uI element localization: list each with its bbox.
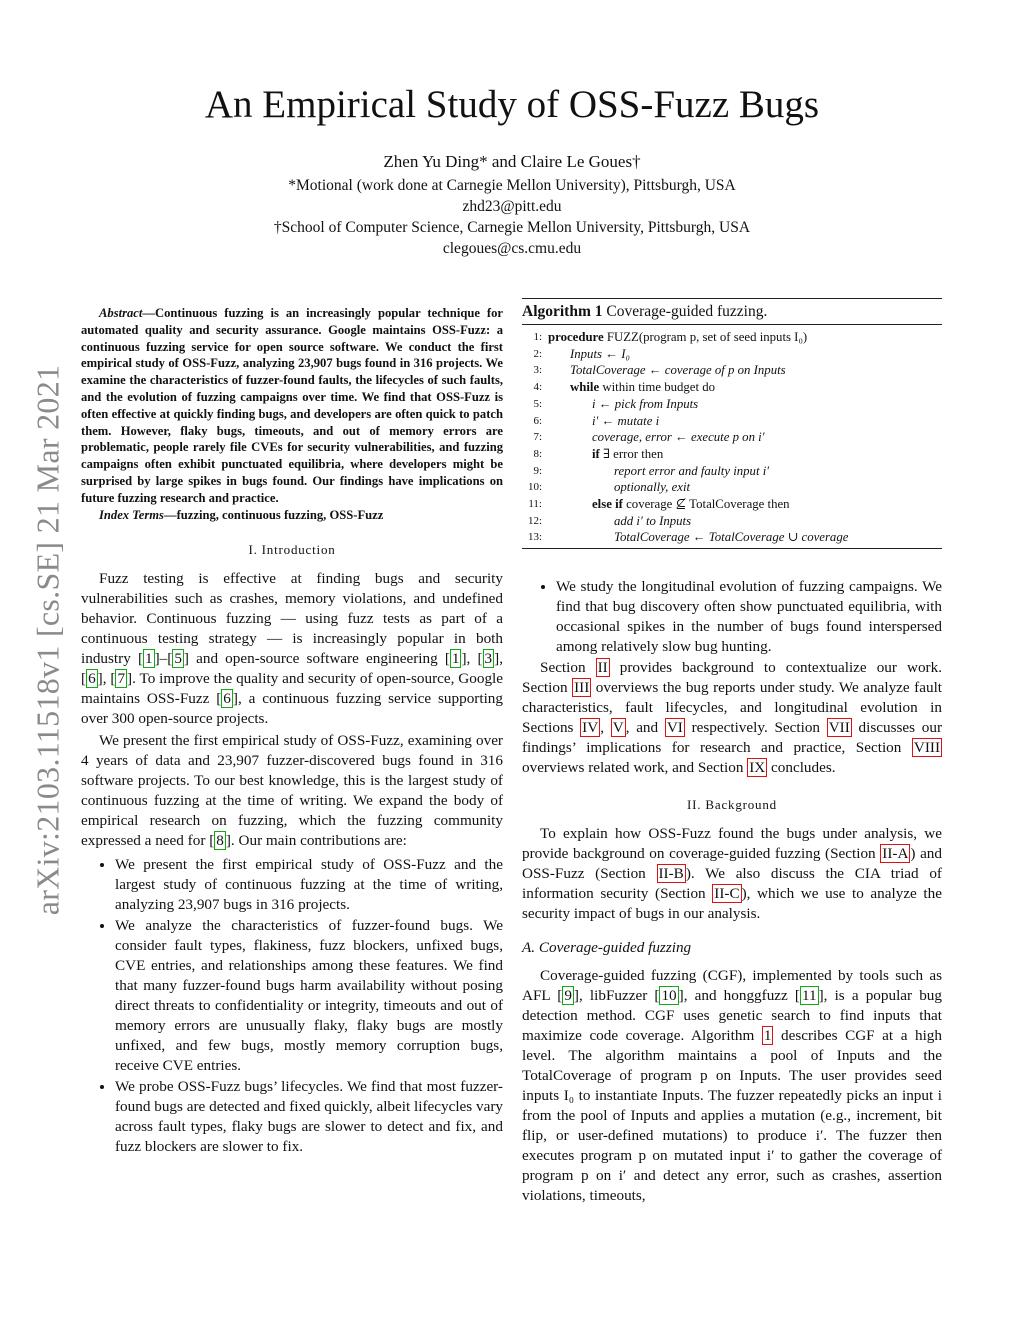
line-code	[548, 446, 942, 463]
section-heading-background: II. Background	[687, 797, 777, 813]
author-email-1: zhd23@pitt.edu	[462, 198, 562, 215]
line-number: 9:	[533, 464, 542, 477]
author-list: Zhen Yu Ding* and Claire Le Goues†	[383, 152, 641, 171]
statement: add i′ to Inputs	[614, 513, 692, 528]
list-item: • We present the first empirical study of OSS-Fuzz and the largest study of continuous fuzzing at the time of writing, analyzing 23,907 bugs in 316 projects.	[115, 855, 503, 915]
line-number: 6:	[533, 414, 542, 427]
algorithm-link[interactable]: 1	[763, 1027, 772, 1045]
algorithm-line	[522, 479, 942, 496]
contributions-list	[81, 855, 503, 1157]
line-number: 5:	[533, 397, 542, 410]
abstract-text: —Continuous fuzzing is an increasingly popular technique for automated quality and security assurance. Google maintains OSS-Fuzz: a continuous fuzzing service for open source software. We conduct the first empirical study of OSS-Fuzz, analyzing 23,907 bugs found in 316 projects. We examine the characteristics of fuzzer-found faults, the lifecycles of such faults, and the evolution of fuzzing campaigns over time. We find that OSS-Fuzz is often effective at quickly finding bugs, and developers are often quick to patch them. However, flaky bugs, timeouts, and out of memory errors are problematic, people rarely file CVEs for security vulnerabilities, and fuzzing campaigns often exhibit punctuated equilibria, where developers might be surprised by large spikes in bugs found. Our findings have implications on future fuzzing research and practice.	[81, 306, 503, 505]
section-link[interactable]: IX	[749, 759, 766, 777]
background-paragraph: To explain how OSS-Fuzz found the bugs under analysis, we provide background on coverage-guided fuzzing (Section II-A ) and OSS-Fuzz (Section II-B ). We also discuss the CIA triad of information security (Section II-C ), which we use to analyze the security impact of bugs in our analysis.	[522, 825, 942, 923]
list-item: • We analyze the characteristics of fuzzer-found bugs. We consider fault types, flakiness, fuzz blockers, unfixed bugs, CVE entries, and relationships among these features. We find that many fuzzer-found bugs harm availability without posing direct threats to confidentiality or integrity, timeouts and out of memory errors are unusually flaky, flaky bugs are mostly unfixed, and few bugs, mostly memory corruption bugs, receive CVE entries.	[115, 916, 503, 1076]
statement: coverage, error ← execute p on i′	[592, 430, 765, 445]
section-heading-introduction: I. Introduction	[248, 542, 336, 558]
statement: optionally, exit	[614, 480, 691, 495]
algorithm-line	[522, 529, 942, 546]
affiliation-cmu: †School of Computer Science, Carnegie Mellon University, Pittsburgh, USA	[273, 219, 751, 236]
section-link[interactable]: II-C	[714, 885, 740, 903]
keyword: procedure	[548, 330, 604, 344]
section-link[interactable]: II	[597, 659, 608, 677]
algorithm-line	[522, 513, 942, 530]
line-code	[548, 329, 942, 346]
statement: ∃ error then	[599, 446, 664, 461]
citation-link[interactable]: 9	[564, 987, 572, 1005]
keyword: if	[592, 446, 600, 461]
line-number: 12:	[527, 514, 542, 527]
line-number: 10:	[527, 481, 542, 494]
line-number: 4:	[533, 381, 542, 394]
statement: TotalCoverage ← coverage of p on Inputs	[570, 363, 786, 378]
subsection-heading-cgf: A. Coverage-guided fuzzing	[522, 939, 692, 957]
intro-paragraph-1: Fuzz testing is effective at finding bugs and security vulnerabilities such as crashes, memory violations, and undefined behavior. Continuous fuzzing — using fuzz tests as part of a continuous testing strategy — is increasingly popular in both industry [ 1 ]–[ 5 ] and open-source software engineering [ 1 ], [ 3 ], [ 6 ], [ 7 ]. To improve the quality and security of open-source, Google maintains OSS-Fuzz [ 6 ], a continuous fuzzing service supporting over 300 open-source projects.	[81, 570, 504, 728]
algorithm-box	[522, 298, 942, 549]
intro-paragraph-2: We present the first empirical study of OSS-Fuzz, examining over 4 years of data and 23,907 fuzzer-discovered bugs found in 316 software projects. To our best knowledge, this is the largest study of continuous fuzzing at the time of writing. We expand the body of empirical research on fuzzing, which the fuzzing community expressed a need for [ 8 ]. Our main contributions are:	[81, 732, 503, 850]
index-terms	[81, 507, 503, 524]
algorithm-line	[522, 413, 942, 430]
contributions-list-continued	[522, 577, 942, 657]
algorithm-body	[522, 325, 942, 548]
citation-link[interactable]: 10	[661, 987, 677, 1005]
citation-link[interactable]: 11	[801, 987, 817, 1005]
statement: Inputs ← I₀	[570, 346, 630, 361]
line-code	[548, 529, 942, 546]
arxiv-identifier: arXiv:2103.11518v1 [cs.SE] 21 Mar 2021	[29, 364, 66, 916]
statement: i ← pick from Inputs	[592, 396, 699, 411]
citation-link[interactable]: 8	[216, 832, 224, 850]
line-code	[548, 463, 942, 480]
algorithm-line	[522, 463, 942, 480]
line-code	[548, 362, 942, 379]
line-number: 2:	[533, 347, 542, 360]
author-email-2: clegoues@cs.cmu.edu	[442, 240, 582, 257]
line-code	[548, 513, 942, 530]
statement: i′ ← mutate i	[592, 413, 660, 428]
line-number: 3:	[533, 364, 542, 377]
algorithm-line	[522, 379, 942, 396]
line-number: 13:	[527, 531, 542, 544]
arxiv-sidebar	[28, 330, 68, 950]
left-column	[81, 305, 503, 1158]
section-link[interactable]: VIII	[913, 739, 940, 757]
line-code	[548, 379, 942, 396]
abstract	[81, 305, 503, 507]
algorithm-line	[522, 496, 942, 513]
line-number: 1:	[533, 331, 542, 343]
statement: TotalCoverage ← TotalCoverage ∪ coverage	[614, 530, 849, 545]
line-number: 7:	[533, 431, 542, 444]
roadmap-paragraph: Section II provides background to contextualize our work. Section III overviews the bug reports under study. We analyze fault characteristics, fault lifecycles, and longitudinal evolution in Sections IV , V , and VI respectively. Section VII discusses our findings’ implications for research and practice, Section VIII overviews related work, and Section IX concludes.	[522, 659, 943, 777]
statement: report error and faulty input i′	[614, 463, 770, 478]
paper-title: An Empirical Study of OSS-Fuzz Bugs	[204, 83, 820, 126]
algorithm-line	[522, 362, 942, 379]
algorithm-line	[522, 396, 942, 413]
statement: coverage ⊈ TotalCoverage then	[622, 497, 790, 512]
statement: within time budget do	[599, 380, 716, 395]
statement: FUZZ(program p, set of seed inputs I₀)	[603, 330, 808, 344]
section-link[interactable]: V	[612, 719, 624, 737]
section-link[interactable]: II-A	[882, 845, 909, 863]
line-code	[548, 479, 942, 496]
line-number: 11:	[528, 498, 542, 511]
right-column	[522, 298, 942, 1208]
citation-link[interactable]: 6	[88, 670, 96, 688]
abstract-label: Abstract	[99, 306, 143, 320]
cgf-paragraph: Coverage-guided fuzzing (CGF), implemented by tools such as AFL [ 9 ], libFuzzer [ 10 ], and honggfuzz [ 11 ], is a popular bug detection method. CGF uses genetic search to find inputs that maximize code coverage. Algorithm 1 describes CGF at a high level. The algorithm maintains a pool of Inputs and the TotalCoverage of program p on Inputs. The user provides seed inputs I₀ to instantiate Inputs. The fuzzer repeatedly picks an input i from the pool of Inputs and applies a mutation (e.g., increment, bit flip, or user-defined mutations) to produce i′. The fuzzer then executes program p on mutated input i′ to gather the coverage of program p on i′ and detect any error, such as crashes, assertion violations, timeouts,	[522, 967, 942, 1205]
algorithm-line	[522, 346, 942, 363]
list-item: • We probe OSS-Fuzz bugs’ lifecycles. We find that most fuzzer-found bugs are detected and fixed quickly, albeit lifecycles vary across fault types, flaky bugs are slower to detect and fix, and fuzz blockers are slower to fix.	[115, 1077, 503, 1157]
keyword: else if	[592, 497, 623, 512]
algorithm-line	[522, 329, 942, 346]
citation-link[interactable]: 6	[223, 690, 231, 708]
line-code	[548, 396, 942, 413]
section-link[interactable]: VII	[828, 719, 850, 737]
index-terms-label: Index Terms	[99, 507, 164, 522]
line-code	[548, 429, 942, 446]
line-code	[548, 496, 942, 513]
citation-link[interactable]: 1	[451, 650, 460, 668]
citation-link[interactable]: 3	[484, 650, 493, 668]
section-link[interactable]: II-B	[658, 865, 684, 883]
algorithm-line	[522, 429, 942, 446]
citation-link[interactable]: 5	[174, 650, 182, 668]
section-link[interactable]: III	[574, 679, 590, 697]
keyword: while	[570, 380, 600, 395]
list-item: • We study the longitudinal evolution of fuzzing campaigns. We find that bug discovery often show punctuated equilibria, with occasional spikes in the number of bugs found interspersed among relatively slow bug hunting.	[556, 577, 942, 657]
section-link[interactable]: VI	[666, 719, 683, 737]
line-code	[548, 413, 942, 430]
affiliation-motional: *Motional (work done at Carnegie Mellon University), Pittsburgh, USA	[288, 177, 736, 194]
citation-link[interactable]: 1	[145, 650, 153, 668]
algorithm-caption: Algorithm 1 Coverage-guided fuzzing.	[522, 299, 942, 325]
line-number: 8:	[533, 447, 542, 460]
section-link[interactable]: IV	[582, 719, 599, 737]
algorithm-line	[522, 446, 942, 463]
citation-link[interactable]: 7	[117, 670, 126, 688]
index-terms-text: —fuzzing, continuous fuzzing, OSS-Fuzz	[163, 507, 384, 522]
line-code	[548, 346, 942, 363]
